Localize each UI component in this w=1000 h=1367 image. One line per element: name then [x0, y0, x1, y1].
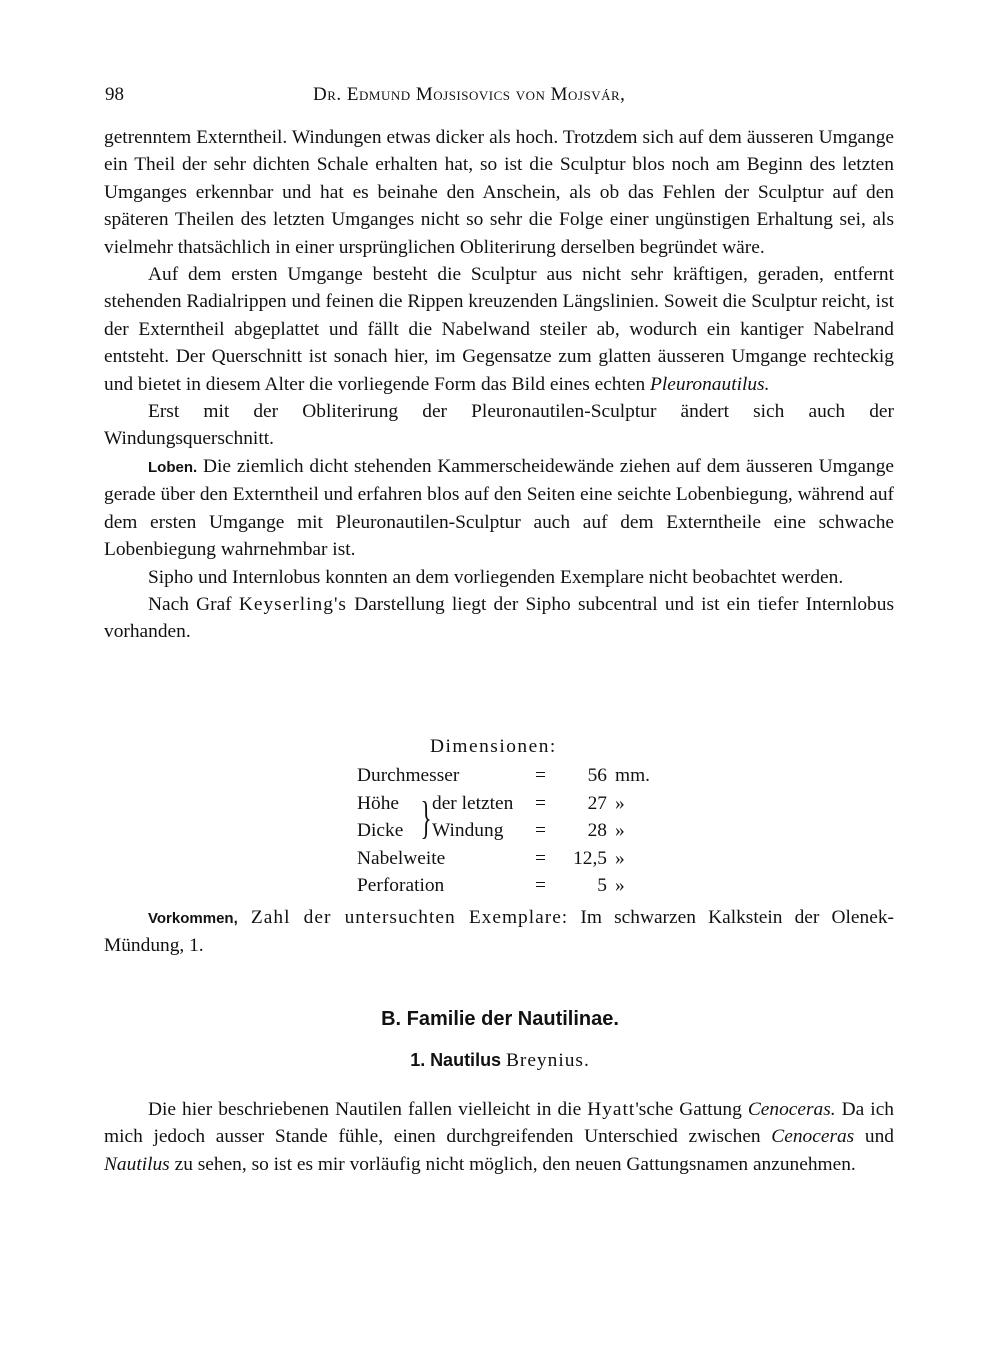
- dimension-value: 12,5: [573, 847, 607, 869]
- body-text-lower: [104, 1096, 894, 1178]
- dimension-value: 27: [587, 792, 607, 814]
- dimensions-table: [357, 765, 657, 903]
- dimension-label: Höhe: [357, 792, 400, 814]
- dimension-label: Dicke: [357, 820, 404, 842]
- body-text-upper: [104, 124, 894, 646]
- loben-text: Die ziemlich dicht stehenden Kammerscheidewände ziehen auf dem äusseren Umgange gerade über den Externtheil und erfahren blos auf den Seiten eine seichte Lobenbiegung, während auf dem ersten Umgange mit Pleuronautilen-Sculptur auch auf dem Externtheile eine schwache Lobenbiegung wahrnehmbar ist.: [104, 455, 894, 561]
- vorkommen-text: Im schwarzen Kalkstein der Olenek-Mündung, 1.: [104, 907, 894, 957]
- genus-heading: [0, 1050, 1000, 1072]
- dimension-equals: =: [535, 765, 546, 786]
- final-text-e: zu sehen, so ist es mir vorläufig nicht möglich, den neuen Gattungsnamen anzunehmen.: [169, 1153, 856, 1175]
- paragraph-sculpture-text: Auf dem ersten Umgange besteht die Sculptur aus nicht sehr kräftigen, geraden, entfernt stehenden Radialrippen und feinen die Rippen kreuzenden Längslinien. Soweit die Sculptur reicht, ist der Externtheil abgeplattet und fällt die Nabelwand steiler ab, wodurch ein kantiger Nabelrand entsteht. Der Querschnitt ist sonach hier, im Gegensatze zum glatten äusseren Umgange rechteckig und bietet in diesem Alter die vorliegende Form das Bild eines echten: [104, 264, 894, 395]
- dimension-equals: =: [535, 847, 546, 869]
- dimension-value: 28: [587, 820, 607, 842]
- genus-number: 1.: [410, 1050, 426, 1070]
- dimension-label: Perforation: [357, 875, 445, 897]
- final-text-c: Da ich mich jedoch ausser Stande fühle, einen durchgreifenden Unterschied zwischen: [104, 1099, 894, 1148]
- dimension-equals: =: [535, 875, 546, 897]
- dimension-value: 56: [587, 765, 607, 786]
- dimension-row: [357, 875, 657, 903]
- dimension-equals: =: [535, 792, 546, 814]
- section-heading: B. Familie der Nautilinae.: [381, 1008, 619, 1030]
- keyserling-text-b: Darstellung liegt der Sipho subcentral und ist ein tiefer Internlobus vorhanden.: [104, 593, 894, 643]
- dimension-label: Nabelweite: [357, 847, 446, 869]
- vorkommen-spaced: Zahl der untersuchten Exemplare:: [237, 907, 569, 928]
- final-text-a: Die hier beschriebenen Nautilen fallen vielleicht in die: [148, 1099, 588, 1120]
- paragraph-loben: [104, 453, 894, 564]
- paragraph-vorkommen: [104, 904, 894, 960]
- author-hyatt: Hyatt: [587, 1099, 636, 1120]
- taxon-cenoceras-2: Cenoceras: [771, 1126, 855, 1148]
- dimension-unit: »: [615, 820, 625, 842]
- genus-author: Breynius.: [505, 1050, 590, 1071]
- keyserling-text-a: Nach Graf: [148, 593, 239, 615]
- dimension-label: Durchmesser: [357, 765, 460, 786]
- dimension-unit: »: [615, 875, 625, 897]
- dimension-row: [357, 765, 657, 793]
- genus-name: Nautilus: [430, 1050, 502, 1070]
- vorkommen-label: Vorkommen,: [148, 910, 238, 927]
- final-text-d: und: [854, 1126, 894, 1148]
- author-keyserling: Keyserling's: [238, 593, 347, 615]
- final-text-b: 'sche Gattung: [635, 1099, 748, 1120]
- taxon-pleuronautilus: Pleuronautilus.: [650, 373, 770, 395]
- dimension-row: [357, 820, 657, 848]
- dimension-unit: mm.: [615, 765, 651, 786]
- paragraph-keyserling: [104, 591, 894, 646]
- paragraph-obliteration: Erst mit der Obliterirung der Pleuronautilen-Sculptur ändert sich auch der Windungsquerschnitt.: [104, 401, 894, 450]
- paragraph-sculpture: [104, 261, 894, 398]
- brace-icon: }: [420, 791, 432, 843]
- paragraph-continuation: getrenntem Externtheil. Windungen etwas dicker als hoch. Trotzdem sich auf dem äusseren Umgange ein Theil der sehr dichten Schale erhalten hat, so ist die Sculptur blos noch am Beginn des letzten Umganges erkennbar und hat es beinahe den Anschein, als ob das Fehlen der Sculptur auf den späteren Theilen des letzten Umganges nicht so sehr die Folge einer ungünstigen Erhaltung sei, als vielmehr thatsächlich in einer ursprünglichen Obliterirung derselben begründet wäre.: [104, 127, 894, 258]
- dimension-row: [357, 848, 657, 876]
- vorkommen-block: [104, 904, 894, 960]
- page-header: [105, 84, 895, 110]
- dimension-sublabel: Windung: [432, 820, 504, 842]
- dimension-value: 5: [597, 875, 607, 897]
- page-number: 98: [105, 84, 124, 105]
- dimensions-heading: Dimensionen:: [430, 736, 557, 757]
- loben-label: Loben.: [148, 458, 198, 476]
- dimension-sublabel: der letzten: [432, 792, 514, 814]
- paragraph-sipho: Sipho und Internlobus konnten an dem vorliegenden Exemplare nicht beobachtet werden.: [148, 566, 844, 588]
- dimension-unit: »: [615, 847, 625, 869]
- dimension-equals: =: [535, 820, 546, 842]
- running-title: Dr. Edmund Mojsisovics von Mojsvár,: [313, 84, 626, 105]
- dimension-unit: »: [615, 792, 625, 814]
- taxon-nautilus: Nautilus: [104, 1153, 170, 1175]
- taxon-cenoceras: Cenoceras.: [747, 1099, 836, 1120]
- paragraph-cenoceras: [104, 1096, 894, 1178]
